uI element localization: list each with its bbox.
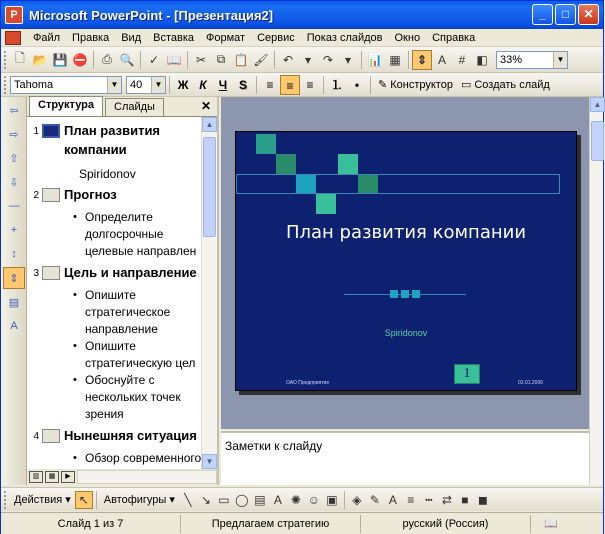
outline-horizontal-scrollbar[interactable]: [77, 470, 217, 484]
zoom-value: 33%: [500, 53, 523, 66]
color-grayscale-icon[interactable]: ◧: [476, 52, 488, 67]
decor-band: [236, 174, 560, 194]
outline-bullet-cont: стратегическое: [85, 305, 171, 319]
menu-window[interactable]: Окно: [394, 31, 421, 44]
line-color-icon[interactable]: ✎: [369, 492, 380, 507]
cut-icon[interactable]: ✂: [195, 52, 207, 67]
slide-canvas[interactable]: [235, 131, 577, 391]
status-bar: [1, 512, 603, 534]
maximize-button[interactable]: □: [555, 4, 576, 25]
permission-icon[interactable]: ⛔: [72, 52, 88, 67]
slide-number: 1: [33, 126, 39, 137]
print-preview-icon[interactable]: 🔍: [119, 52, 135, 67]
new-slide-button[interactable]: [457, 78, 554, 91]
expand-icon[interactable]: +: [10, 224, 18, 236]
align-center-icon[interactable]: ≡: [280, 75, 300, 95]
tab-slides[interactable]: Слайды: [105, 98, 164, 116]
toolbar-grip[interactable]: [4, 51, 7, 69]
outline-body[interactable]: [27, 117, 203, 469]
actions-label: Действия: [14, 493, 63, 506]
menu-edit[interactable]: Правка: [72, 31, 110, 44]
shadow-button[interactable]: S: [238, 77, 247, 92]
undo-dropdown-icon[interactable]: ▾: [304, 52, 312, 67]
normal-view-icon[interactable]: ▥: [29, 471, 43, 483]
decor-square: [256, 134, 276, 154]
title-bar[interactable]: [1, 1, 603, 29]
outline-bullet-cont: целевые направлен: [85, 244, 197, 258]
font-size-dropdown-icon[interactable]: ▼: [151, 77, 165, 93]
outline-slide-1-subtitle: Spiridonov: [79, 167, 136, 181]
menu-insert[interactable]: Вставка: [153, 31, 195, 44]
font-dropdown-icon[interactable]: ▼: [107, 77, 121, 93]
align-right-icon[interactable]: ≡: [306, 77, 314, 92]
slide-editing-area[interactable]: [221, 97, 589, 429]
outline-bullet: • Обоснуйте с: [73, 373, 155, 387]
designer-icon: ✎: [378, 79, 388, 91]
font-color-icon[interactable]: A: [388, 492, 397, 507]
menu-help[interactable]: Справка: [432, 31, 476, 44]
slide-title[interactable]: План развития компании: [285, 222, 527, 243]
collapse-icon[interactable]: —: [8, 200, 20, 212]
bullets-icon[interactable]: •: [354, 77, 360, 92]
designer-label: Конструктор: [390, 78, 453, 91]
scroll-down-icon[interactable]: ▼: [202, 454, 217, 469]
window-title: Microsoft PowerPoint - [Презентация2]: [29, 7, 274, 23]
scroll-thumb[interactable]: [203, 137, 216, 237]
actions-menu[interactable]: [10, 493, 75, 506]
notes-placeholder: Заметки к слайду: [225, 439, 323, 453]
expand-all-outline-icon[interactable]: ⇕: [3, 267, 25, 289]
font-size-value: 40: [130, 78, 143, 91]
underline-button[interactable]: Ч: [218, 77, 228, 92]
slide-vertical-scrollbar[interactable]: [589, 97, 603, 485]
save-icon[interactable]: 💾: [52, 52, 68, 67]
outline-slide-2[interactable]: [27, 187, 203, 206]
pane-close-icon[interactable]: ✕: [200, 99, 211, 113]
pane-tabs: [27, 97, 217, 117]
scroll-up-icon[interactable]: ▲: [590, 97, 605, 112]
menu-view[interactable]: Вид: [121, 31, 142, 44]
research-icon[interactable]: 📖: [166, 52, 182, 67]
outline-bullet-cont: стратегическую цел: [85, 356, 196, 370]
shadow-style-icon[interactable]: ■: [461, 492, 469, 507]
bold-button[interactable]: Ж: [177, 77, 189, 92]
decor-square: [316, 194, 336, 214]
drawing-toolbar: [1, 487, 603, 511]
notes-pane[interactable]: [221, 431, 589, 485]
close-button[interactable]: ✕: [578, 4, 599, 25]
slide-number-box: 1: [454, 364, 480, 384]
insert-table-icon[interactable]: ▦: [389, 52, 401, 67]
toolbar-grip[interactable]: [4, 76, 7, 94]
decor-square: [276, 154, 296, 174]
show-formatting-outline-icon[interactable]: A: [10, 320, 18, 332]
slide-icon[interactable]: [42, 429, 60, 443]
decor-square: [338, 154, 358, 174]
open-icon[interactable]: 📂: [32, 52, 48, 67]
outline-bullet-cont: долгосрочные: [85, 227, 164, 241]
3d-style-icon[interactable]: ◼: [477, 492, 488, 507]
autoshapes-menu[interactable]: [100, 493, 179, 506]
tab-structure[interactable]: Структура: [29, 96, 103, 116]
slide-number: 3: [33, 268, 39, 279]
arrow-icon[interactable]: ↘: [200, 492, 211, 507]
slideshow-view-icon[interactable]: ▶: [61, 471, 75, 483]
standard-toolbar: [1, 47, 603, 73]
outline-bullet-cont: направление: [85, 322, 158, 336]
spelling-status-icon[interactable]: 📖: [544, 517, 558, 530]
diagram-icon[interactable]: ✺: [290, 492, 301, 507]
document-menu-icon[interactable]: [5, 31, 21, 45]
demote-icon[interactable]: ⇨: [9, 128, 19, 141]
scroll-up-icon[interactable]: ▲: [202, 117, 217, 132]
fill-color-icon[interactable]: ◈: [352, 492, 362, 507]
slide-author[interactable]: Spiridonov: [384, 328, 428, 338]
menu-format[interactable]: Формат: [206, 31, 246, 44]
clipart-icon[interactable]: ☺: [307, 492, 320, 507]
outline-pane: [27, 97, 219, 485]
spelling-icon[interactable]: ✓: [148, 52, 160, 67]
outline-slide-3-title: Цель и направление: [64, 265, 197, 280]
outline-bullet: • Обзор современного: [73, 451, 202, 465]
zoom-combo[interactable]: [496, 51, 568, 69]
outlining-toolbar: [1, 97, 27, 485]
slide-icon[interactable]: [42, 188, 60, 202]
show-formatting-icon[interactable]: A: [437, 52, 446, 67]
summary-slide-icon[interactable]: ▤: [8, 296, 20, 309]
slide-icon[interactable]: [42, 266, 60, 280]
status-language: русский (Россия): [361, 515, 531, 533]
textbox-icon[interactable]: ▤: [254, 492, 266, 507]
move-up-icon[interactable]: ⇧: [9, 152, 19, 165]
slide-footer-date: 02.01.2006: [518, 380, 544, 386]
select-pointer-icon[interactable]: ↖: [75, 491, 93, 509]
format-painter-icon[interactable]: 🖌: [253, 52, 269, 67]
italic-button[interactable]: К: [199, 77, 207, 92]
outline-bullet: • Определите: [73, 210, 153, 224]
outline-slide-4-title: Нынешняя ситуация: [64, 428, 197, 443]
move-down-icon[interactable]: ⇩: [9, 176, 19, 189]
font-value: Tahoma: [14, 78, 54, 91]
status-slide-count: Слайд 1 из 7: [1, 515, 181, 533]
paste-icon[interactable]: 📋: [233, 52, 249, 67]
wordart-icon[interactable]: A: [273, 492, 282, 507]
new-icon[interactable]: 🗋: [15, 51, 25, 65]
copy-icon[interactable]: ⧉: [216, 52, 226, 66]
outline-slide-1[interactable]: [27, 123, 203, 161]
undo-icon[interactable]: ↶: [282, 52, 294, 67]
slide-number: 4: [33, 431, 39, 442]
oval-icon[interactable]: ◯: [235, 492, 249, 507]
numbering-icon[interactable]: ⒈: [330, 77, 343, 92]
autoshapes-label: Автофигуры: [103, 493, 167, 506]
slide-footer-left: ОАО Предприятие: [286, 380, 330, 386]
new-slide-icon: ▭: [460, 79, 472, 91]
outline-slide-1-title: План развития компании: [64, 123, 161, 157]
rectangle-icon[interactable]: ▭: [218, 492, 230, 507]
line-style-icon[interactable]: ≡: [407, 492, 415, 507]
line-icon[interactable]: ╲: [184, 492, 192, 507]
slide-number: 2: [33, 190, 39, 201]
outline-bullet-cont: нескольких точек: [85, 390, 181, 404]
powerpoint-app-icon[interactable]: P: [5, 6, 23, 24]
outline-vertical-scrollbar[interactable]: [201, 117, 217, 469]
print-icon[interactable]: ⎙: [102, 52, 112, 66]
decor-dot: [390, 290, 398, 298]
insert-chart-icon[interactable]: 📊: [367, 52, 383, 67]
decor-dot: [401, 290, 409, 298]
designer-button[interactable]: [374, 78, 457, 91]
scroll-thumb[interactable]: [591, 121, 604, 161]
menu-slideshow[interactable]: Показ слайдов: [306, 31, 383, 44]
decor-dot: [412, 290, 420, 298]
menu-file[interactable]: Файл: [33, 31, 61, 44]
outline-bullet: • Опишите: [73, 339, 136, 353]
zoom-dropdown-icon[interactable]: ▼: [553, 52, 567, 68]
dash-style-icon[interactable]: ┅: [425, 492, 433, 507]
menu-bar: [1, 29, 603, 47]
formatting-toolbar: [1, 73, 603, 97]
status-design-name: Предлагаем стратегию: [181, 515, 361, 533]
font-size-combo[interactable]: [126, 76, 166, 94]
chevron-down-icon: ▾: [169, 494, 175, 506]
slide-icon[interactable]: [42, 124, 60, 138]
arrow-style-icon[interactable]: ⇄: [441, 492, 452, 507]
font-combo[interactable]: [10, 76, 122, 94]
redo-dropdown-icon[interactable]: ▾: [344, 52, 352, 67]
grid-icon[interactable]: #: [458, 52, 466, 67]
redo-icon[interactable]: ↷: [322, 52, 334, 67]
align-left-icon[interactable]: ≡: [266, 77, 274, 92]
picture-icon[interactable]: ▣: [326, 492, 338, 507]
outline-bullet: • Опишите: [73, 288, 136, 302]
outline-slide-2-title: Прогноз: [64, 187, 117, 202]
expand-all-icon[interactable]: ⇕: [412, 50, 432, 70]
slide-sorter-icon[interactable]: ▦: [45, 471, 59, 483]
chevron-down-icon: ▾: [65, 494, 71, 506]
outline-slide-3[interactable]: [27, 265, 203, 284]
new-slide-label: Создать слайд: [474, 78, 550, 91]
promote-icon[interactable]: ⇦: [9, 104, 19, 117]
menu-tools[interactable]: Сервис: [257, 31, 295, 44]
outline-slide-4[interactable]: [27, 428, 203, 447]
collapse-all-icon[interactable]: ↕: [11, 248, 17, 260]
view-buttons-bar: [27, 469, 217, 485]
toolbar-grip[interactable]: [4, 491, 7, 509]
outline-bullet-cont: зрения: [85, 407, 124, 421]
minimize-button[interactable]: _: [532, 4, 553, 25]
